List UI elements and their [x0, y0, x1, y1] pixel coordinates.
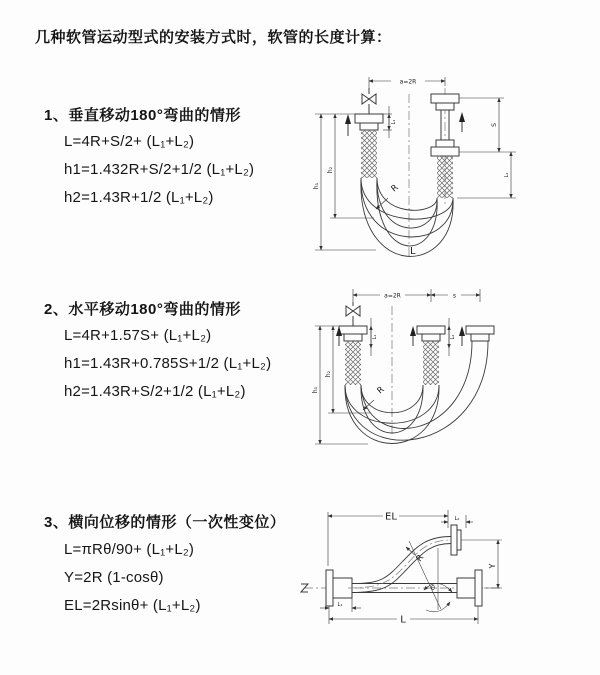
- section-1-formula-h2: h2=1.43R+1/2 (L₁+L₂): [64, 189, 214, 206]
- label-r: R: [375, 384, 387, 397]
- section-3-formula-y: Y=2R (1-cosθ): [64, 569, 164, 586]
- section-2-formula-h1: h1=1.43R+0.785S+1/2 (L₁+L₂): [64, 355, 272, 372]
- section-3-formula-el: EL=2Rsinθ+ (L₁+L₂): [64, 597, 201, 614]
- dim-label-l1: L₁: [391, 119, 397, 125]
- section-1-formula-h1: h1=1.432R+S/2+1/2 (L₁+L₂): [64, 161, 255, 178]
- label-l: L: [410, 246, 416, 257]
- dim-label-l1: L₁: [337, 602, 343, 608]
- left-pipe-assembly: [355, 88, 383, 178]
- dimension-a2r-s: [353, 289, 480, 302]
- dim-label-l2: L₂: [450, 334, 456, 340]
- angle-construction: [409, 541, 452, 612]
- movement-arrow-right: [459, 112, 465, 132]
- s-curve-hose: [348, 537, 451, 593]
- braided-hose: [437, 156, 453, 198]
- dimension-s: [459, 98, 516, 152]
- flange: [417, 326, 445, 334]
- right-flange-assembly: [457, 570, 482, 606]
- middle-pipe-assembly: [417, 326, 445, 385]
- dim-label-h2: h₂: [327, 166, 334, 174]
- dim-label-h1: h₁: [313, 182, 320, 190]
- section-2-formula-l: L=4R+1.57S+ (L₁+L₂): [64, 327, 212, 344]
- dim-label-l2: L₂: [454, 516, 460, 522]
- flange: [431, 94, 459, 103]
- braided-hose: [361, 130, 377, 178]
- upper-flange-assembly: [451, 525, 502, 555]
- label-r: R: [414, 552, 427, 564]
- movement-arrow-middle: [410, 326, 416, 346]
- valve-icon: [346, 306, 360, 316]
- section-2-heading: 2、水平移动180°弯曲的情形: [44, 301, 241, 318]
- flange: [355, 114, 383, 123]
- dim-label-s: S: [491, 123, 498, 127]
- dimension-l2: [449, 318, 456, 356]
- dim-label-s: s: [452, 292, 457, 300]
- dimension-l: [329, 606, 478, 626]
- section-1-heading: 1、垂直移动180°弯曲的情形: [44, 107, 241, 124]
- dim-label-el: EL: [385, 511, 397, 523]
- dim-label-l1: L₁: [372, 334, 378, 340]
- u-bend-hoses: [345, 341, 488, 444]
- flange: [475, 570, 482, 606]
- dim-label-l2: L₂: [504, 172, 510, 178]
- flange: [466, 326, 494, 334]
- page-title: 几种软管运动型式的安装方式时，软管的长度计算：: [35, 29, 392, 46]
- flange: [451, 525, 457, 555]
- dimension-el: [328, 510, 448, 566]
- flange: [326, 570, 333, 606]
- dimension-l2: [457, 152, 516, 198]
- radius-leader: [376, 183, 401, 209]
- movement-arrow-right: [459, 326, 465, 346]
- braided-hose: [345, 341, 361, 385]
- flange: [339, 326, 367, 334]
- dimension-y: [484, 540, 502, 588]
- label-theta: θ: [431, 584, 435, 592]
- dim-label-y: Y: [488, 563, 497, 569]
- dimension-l1: [383, 106, 397, 138]
- dimension-a2r: [369, 77, 445, 88]
- dim-label-a2r: a=2R: [384, 292, 401, 300]
- right-pipe-assembly: [431, 88, 459, 204]
- section-2-formula-h2: h2=1.43R+S/2+1/2 (L₁+L₂): [64, 383, 246, 400]
- dimension-l1: [371, 318, 378, 356]
- diagram-vertical-180: [312, 68, 584, 262]
- left-pipe-assembly: [339, 302, 367, 385]
- section-1-formula-l: L=4R+S/2+ (L₁+L₂): [64, 133, 195, 150]
- movement-arrow-left: [345, 114, 351, 136]
- label-l: L: [400, 614, 406, 626]
- diagram-horizontal-180: [308, 282, 592, 460]
- braided-hose: [423, 341, 439, 385]
- valve-icon: [362, 94, 376, 104]
- dim-label-h1: h₁: [312, 386, 319, 394]
- section-3-heading: 3、横向位移的情形（一次性变位）: [44, 514, 286, 531]
- section-3-formula-l: L=πRθ/90+ (L₁+L₂): [64, 541, 195, 558]
- dim-label-h2: h₂: [325, 370, 332, 378]
- diagram-lateral-displacement: [298, 498, 600, 640]
- dim-label-a2r: a=2R: [399, 78, 417, 86]
- label-r: R: [389, 182, 401, 195]
- right-pipe-assembly: [466, 326, 494, 341]
